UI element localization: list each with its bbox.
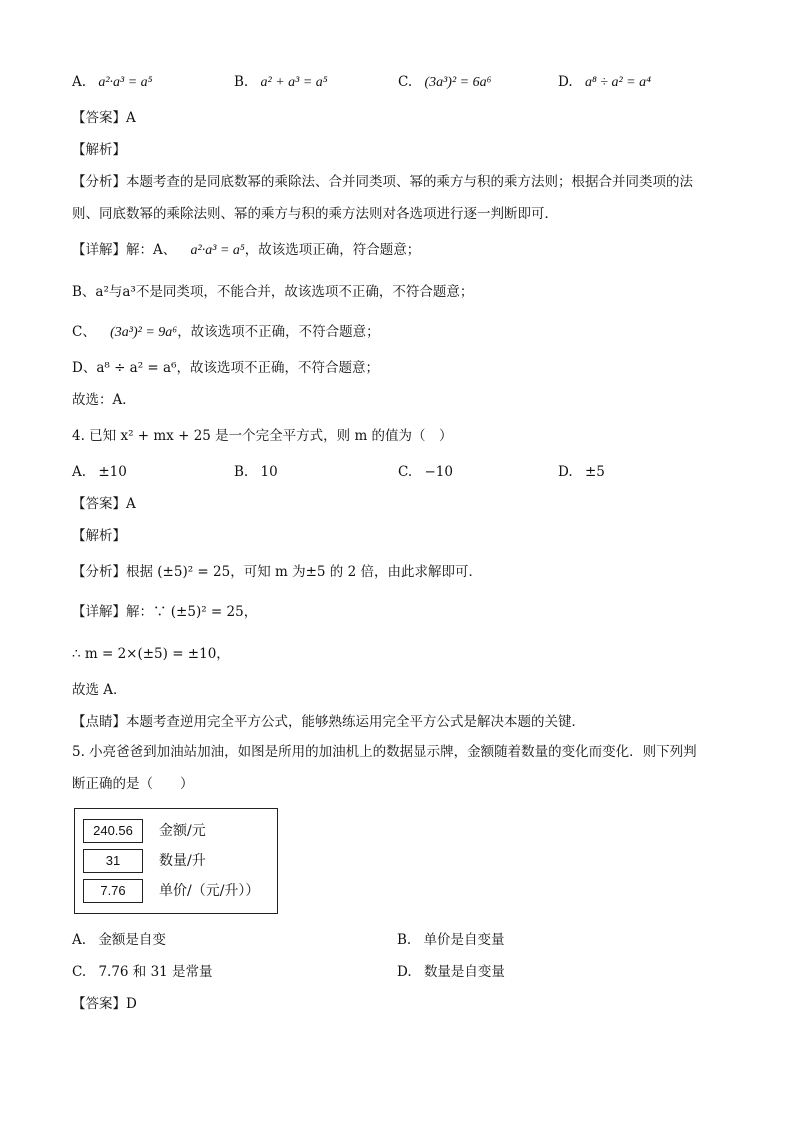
q3-detail-line2: B、a²与a³不是同类项，不能合并，故该选项不正确，不符合题意； (72, 284, 474, 300)
q5-option-c-label: C. (72, 964, 87, 980)
q3-option-d (558, 72, 651, 93)
q3-detail-line1 (72, 240, 420, 261)
q4-option-b-label: B. (234, 464, 249, 480)
q3-detail-line1-prefix: 【详解】解：A、 (72, 242, 177, 258)
q4-analysis-heading: 【解析】 (72, 528, 126, 544)
q3-analysis-line2: 则、同底数幂的乘除法则、幂的乘方与积的乘方法则对各选项进行逐一判断即可． (72, 206, 558, 222)
q5-option-c-text: 7.76 和 31 是常量 (98, 964, 213, 980)
unit-price-label: 单价/（元/升）） (159, 883, 260, 899)
q5-stem-line1: 5. 小亮爸爸到加油站加油，如图是所用的加油机上的数据显示牌，金额随着数量的变化而变化．则下列判 (72, 744, 697, 760)
q4-detail-line1: 【详解】解：∵ (±5)² = 25， (72, 604, 258, 620)
q4-option-c-text: −10 (424, 464, 453, 480)
amount-value-box: 240.56 (83, 819, 143, 843)
q4-option-a-label: A. (72, 464, 87, 480)
q5-option-d (397, 962, 505, 982)
q5-option-b (397, 930, 505, 950)
q3-detail-line3 (72, 322, 380, 343)
q3-detail-line3-suffix: ，故该选项不正确，不符合题意； (177, 324, 380, 340)
q3-option-d-expr: a⁸ ÷ a² = a⁴ (584, 75, 651, 90)
q3-option-a-expr: a²·a³ = a⁵ (98, 75, 153, 90)
q3-option-d-label: D. (558, 74, 573, 90)
q3-option-b-expr: a² + a³ = a⁵ (260, 75, 328, 90)
q5-answer: 【答案】D (72, 996, 137, 1012)
q3-answer: 【答案】A (72, 110, 136, 126)
q3-detail-line3-prefix: C、 (72, 324, 96, 340)
q5-option-d-text: 数量是自变量 (423, 964, 505, 980)
q5-option-a (72, 930, 166, 950)
unit-price-value-box: 7.76 (83, 879, 143, 903)
q3-option-b (234, 72, 328, 93)
q3-detail-line1-suffix: ，故该选项正确，符合题意； (244, 242, 421, 258)
quantity-label: 数量/升 (159, 853, 206, 869)
q4-option-c-label: C. (398, 464, 413, 480)
q4-conclusion: 故选 A． (72, 682, 127, 698)
q4-option-d-text: ±5 (584, 464, 605, 480)
q5-option-b-label: B. (397, 932, 412, 948)
fuel-pump-display (74, 808, 278, 914)
q4-stem: 4. 已知 x² + mx + 25 是一个完全平方式，则 m 的值为（ ） (72, 428, 453, 444)
q3-conclusion: 故选：A． (72, 392, 136, 408)
q4-option-d (558, 462, 605, 482)
q3-detail-line3-expr: (3a³)² = 9a⁶ (110, 325, 178, 340)
q3-option-c (398, 72, 491, 93)
q4-comment: 【点睛】本题考查逆用完全平方公式，能够熟练运用完全平方公式是解决本题的关键． (72, 714, 585, 730)
q4-option-a-text: ±10 (98, 464, 127, 480)
q5-option-a-label: A. (72, 932, 87, 948)
q4-answer: 【答案】A (72, 496, 136, 512)
q4-detail-line2: ∴ m = 2×(±5) = ±10， (72, 646, 230, 662)
q4-analysis: 【分析】根据 (±5)² = 25，可知 m 为±5 的 2 倍，由此求解即可． (72, 564, 482, 580)
q5-option-b-text: 单价是自变量 (423, 932, 505, 948)
q3-analysis-heading: 【解析】 (72, 142, 126, 158)
quantity-value-box: 31 (83, 849, 143, 873)
q5-option-a-text: 金额是自变 (98, 932, 166, 948)
q3-option-a-label: A. (72, 74, 87, 90)
q3-option-a (72, 72, 153, 93)
q5-option-c (72, 962, 213, 982)
q3-detail-line1-expr: a²·a³ = a⁵ (190, 243, 245, 258)
q4-option-c (398, 462, 453, 482)
q3-option-b-label: B. (234, 74, 249, 90)
amount-label: 金额/元 (159, 823, 206, 839)
q4-option-b (234, 462, 278, 482)
q4-option-a (72, 462, 127, 482)
q5-stem-line2: 断正确的是（ ） (72, 776, 194, 792)
q3-option-c-expr: (3a³)² = 6a⁶ (424, 75, 492, 90)
q3-analysis-line1: 【分析】本题考查的是同底数幂的乘除法、合并同类项、幂的乘方与积的乘方法则；根据合并同类项的法 (72, 174, 693, 190)
q5-option-d-label: D. (397, 964, 412, 980)
q3-detail-line4: D、a⁸ ÷ a² = a⁶，故该选项不正确，不符合题意； (72, 360, 379, 376)
q4-option-d-label: D. (558, 464, 573, 480)
q3-option-c-label: C. (398, 74, 413, 90)
q4-option-b-text: 10 (260, 464, 278, 480)
